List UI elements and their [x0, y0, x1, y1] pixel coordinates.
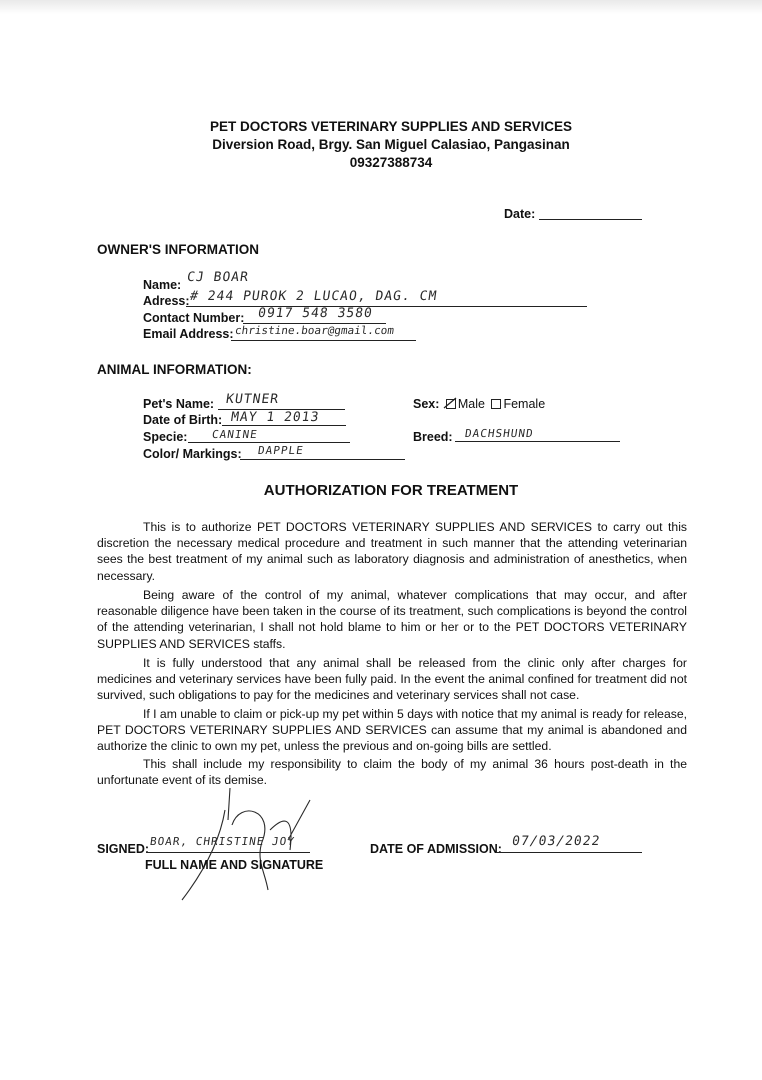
paragraph-post-death: This shall include my responsibility to claim the body of my animal 36 hours post-death in the unfortunate event of its demise.: [97, 757, 687, 788]
specie-value[interactable]: CANINE: [211, 428, 259, 441]
signature-scribble-icon: [170, 780, 330, 910]
sex-field: [413, 397, 545, 411]
owner-name-value[interactable]: CJ BOAR: [185, 270, 250, 285]
paragraph-payment: It is fully understood that any animal shall be released from the clinic only after charges for medicines and veterinary services have been fully paid. In the event the animal confined for treatment did not survived, such obligations to pay for the medicines and veterinary services shall not case.: [97, 656, 687, 703]
owner-contact-label: Contact Number:: [143, 311, 245, 325]
admission-date-label: DATE OF ADMISSION:: [370, 842, 502, 856]
owner-email-line: [231, 340, 416, 341]
signature-caption: FULL NAME AND SIGNATURE: [145, 858, 324, 872]
date-label: Date:: [504, 207, 536, 221]
authorization-title: AUTHORIZATION FOR TREATMENT: [263, 482, 519, 499]
color-value[interactable]: DAPPLE: [257, 444, 305, 457]
owner-email-label: Email Address:: [143, 327, 234, 341]
color-label: Color/ Markings:: [143, 447, 242, 461]
company-phone: 09327388734: [349, 155, 433, 170]
admission-date-value[interactable]: 07/03/2022: [510, 834, 602, 849]
pet-name-label: Pet's Name:: [143, 397, 215, 411]
sex-female-label: Female: [503, 397, 546, 411]
company-address: Diversion Road, Brgy. San Miguel Calasiao, Pangasinan: [212, 137, 570, 152]
signed-name-value: BOAR, CHRISTINE JOY: [149, 835, 296, 848]
owner-email-value[interactable]: christine.boar@gmail.com: [234, 324, 395, 337]
color-line: [240, 459, 405, 460]
owner-address-label: Adress:: [143, 294, 190, 308]
dob-value[interactable]: MAY 1 2013: [229, 410, 321, 425]
sex-female-checkbox[interactable]: [491, 399, 501, 409]
signed-label: SIGNED:: [97, 842, 150, 856]
date-field-line[interactable]: [539, 219, 642, 220]
sex-male-checkbox[interactable]: [446, 399, 456, 409]
specie-line: [188, 442, 350, 443]
owner-address-value[interactable]: # 244 PUROK 2 LUCAO, DAG. CM: [188, 289, 439, 304]
admission-date-line: [497, 852, 642, 853]
animal-section-heading: ANIMAL INFORMATION:: [97, 362, 252, 377]
paragraph-complications: Being aware of the control of my animal, whatever complications that may occur, and after reasonable diligence have been taken in the course of its treatment, such complications is beyond the control of the attending veterinarian, I shall not hold blame to him or her or to the PET DOCTORS VETERINARY SUPPLIES AND SERVICES staffs.: [97, 588, 687, 651]
breed-line: [455, 441, 620, 442]
checkmark-icon: [443, 397, 457, 409]
owner-contact-value[interactable]: 0917 548 3580: [256, 306, 374, 321]
dob-line: [222, 425, 346, 426]
specie-label: Specie:: [143, 430, 188, 444]
sex-male-label: Male: [457, 397, 485, 411]
dob-label: Date of Birth:: [143, 413, 223, 427]
breed-value[interactable]: DACHSHUND: [464, 427, 535, 440]
company-name: PET DOCTORS VETERINARY SUPPLIES AND SERVICES: [209, 119, 573, 134]
pet-name-value[interactable]: KUTNER: [224, 392, 281, 407]
paragraph-abandonment: If I am unable to claim or pick-up my pet within 5 days with notice that my animal is ready for release, PET DOCTORS VETERINARY SUPPLIES AND SERVICES can assume that my animal is abandoned and authorize the clinic to own my pet, unless the previous and on-going bills are settled.: [97, 707, 687, 754]
owner-section-heading: OWNER'S INFORMATION: [97, 242, 259, 257]
paragraph-authorize: This is to authorize PET DOCTORS VETERINARY SUPPLIES AND SERVICES to carry out this discretion the necessary medical procedure and treatment in such manner that the attending veterinarian sees the best treatment of my animal such as laboratory diagnosis and administration of anesthetics, when necessary.: [97, 520, 687, 583]
owner-address-line: [186, 306, 587, 307]
owner-name-label: Name:: [143, 278, 182, 292]
sex-label: Sex:: [413, 397, 440, 411]
breed-label: Breed:: [413, 430, 453, 444]
